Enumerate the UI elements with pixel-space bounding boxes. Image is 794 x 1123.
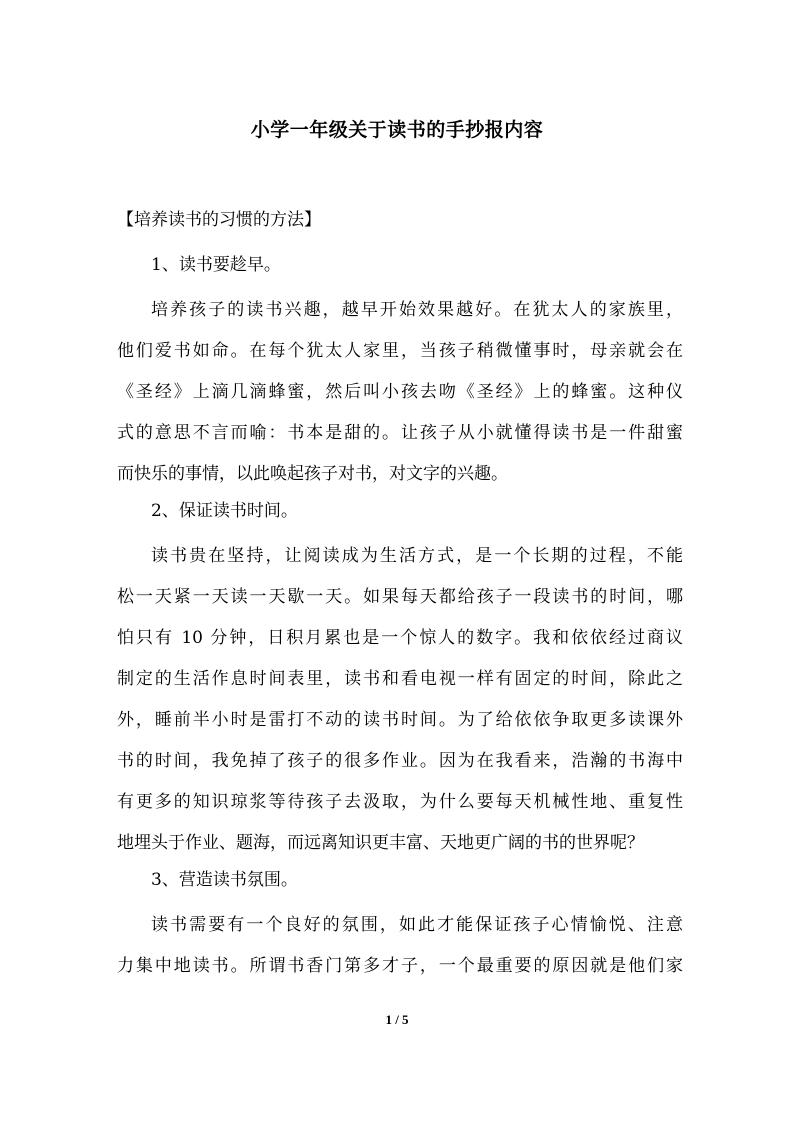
paragraph-line: 制定的生活作息时间表里，读书和看电视一样有固定的时间，除此之 (117, 669, 683, 689)
paragraph-line: 读书贵在坚持，让阅读成为生活方式，是一个长期的过程，不能 (151, 546, 683, 566)
paragraph-line: 《圣经》上滴几滴蜂蜜，然后叫小孩去吻《圣经》上的蜂蜜。这种仪 (117, 382, 683, 402)
paragraph-line: 书的时间，我免掉了孩子的很多作业。因为在我看来，浩瀚的书海中 (117, 751, 683, 771)
paragraph-line: 松一天紧一天读一天歇一天。如果每天都给孩子一段读书的时间，哪 (117, 587, 683, 607)
paragraph-line: 他们爱书如命。在每个犹太人家里，当孩子稍微懂事时，母亲就会在 (117, 341, 683, 361)
document-body (117, 249, 683, 987)
item-heading-3: 3、营造读书氛围。 (151, 870, 298, 890)
paragraph-line: 培养孩子的读书兴趣，越早开始效果越好。在犹太人的家族里， (151, 300, 683, 320)
paragraph-2 (117, 536, 683, 864)
page-number: 1 / 5 (385, 1012, 409, 1027)
paragraph-1 (117, 290, 683, 495)
paragraph-line: 力集中地读书。所谓书香门第多才子，一个最重要的原因就是他们家 (117, 956, 683, 976)
paragraph-3 (117, 905, 683, 987)
paragraph-line: 地埋头于作业、题海，而远离知识更丰富、天地更广阔的书的世界呢？ (117, 833, 644, 853)
paragraph-line: 外，睡前半小时是雷打不动的读书时间。为了给依依争取更多读课外 (117, 710, 683, 730)
paragraph-line: 怕只有 10 分钟，日积月累也是一个惊人的数字。我和依依经过商议 (117, 628, 683, 648)
section-heading: 【培养读书的习惯的方法】 (117, 210, 321, 230)
item-heading-2: 2、保证读书时间。 (151, 501, 298, 521)
paragraph-line: 有更多的知识琼浆等待孩子去汲取，为什么要每天机械性地、重复性 (117, 792, 683, 812)
page-title: 小学一年级关于读书的手抄报内容 (250, 119, 544, 141)
item-heading-1: 1、读书要趁早。 (151, 255, 281, 275)
paragraph-line: 而快乐的事情，以此唤起孩子对书，对文字的兴趣。 (117, 464, 508, 484)
paragraph-line: 读书需要有一个良好的氛围，如此才能保证孩子心情愉悦、注意 (151, 915, 683, 935)
paragraph-line: 式的意思不言而喻：书本是甜的。让孩子从小就懂得读书是一件甜蜜 (117, 423, 683, 443)
